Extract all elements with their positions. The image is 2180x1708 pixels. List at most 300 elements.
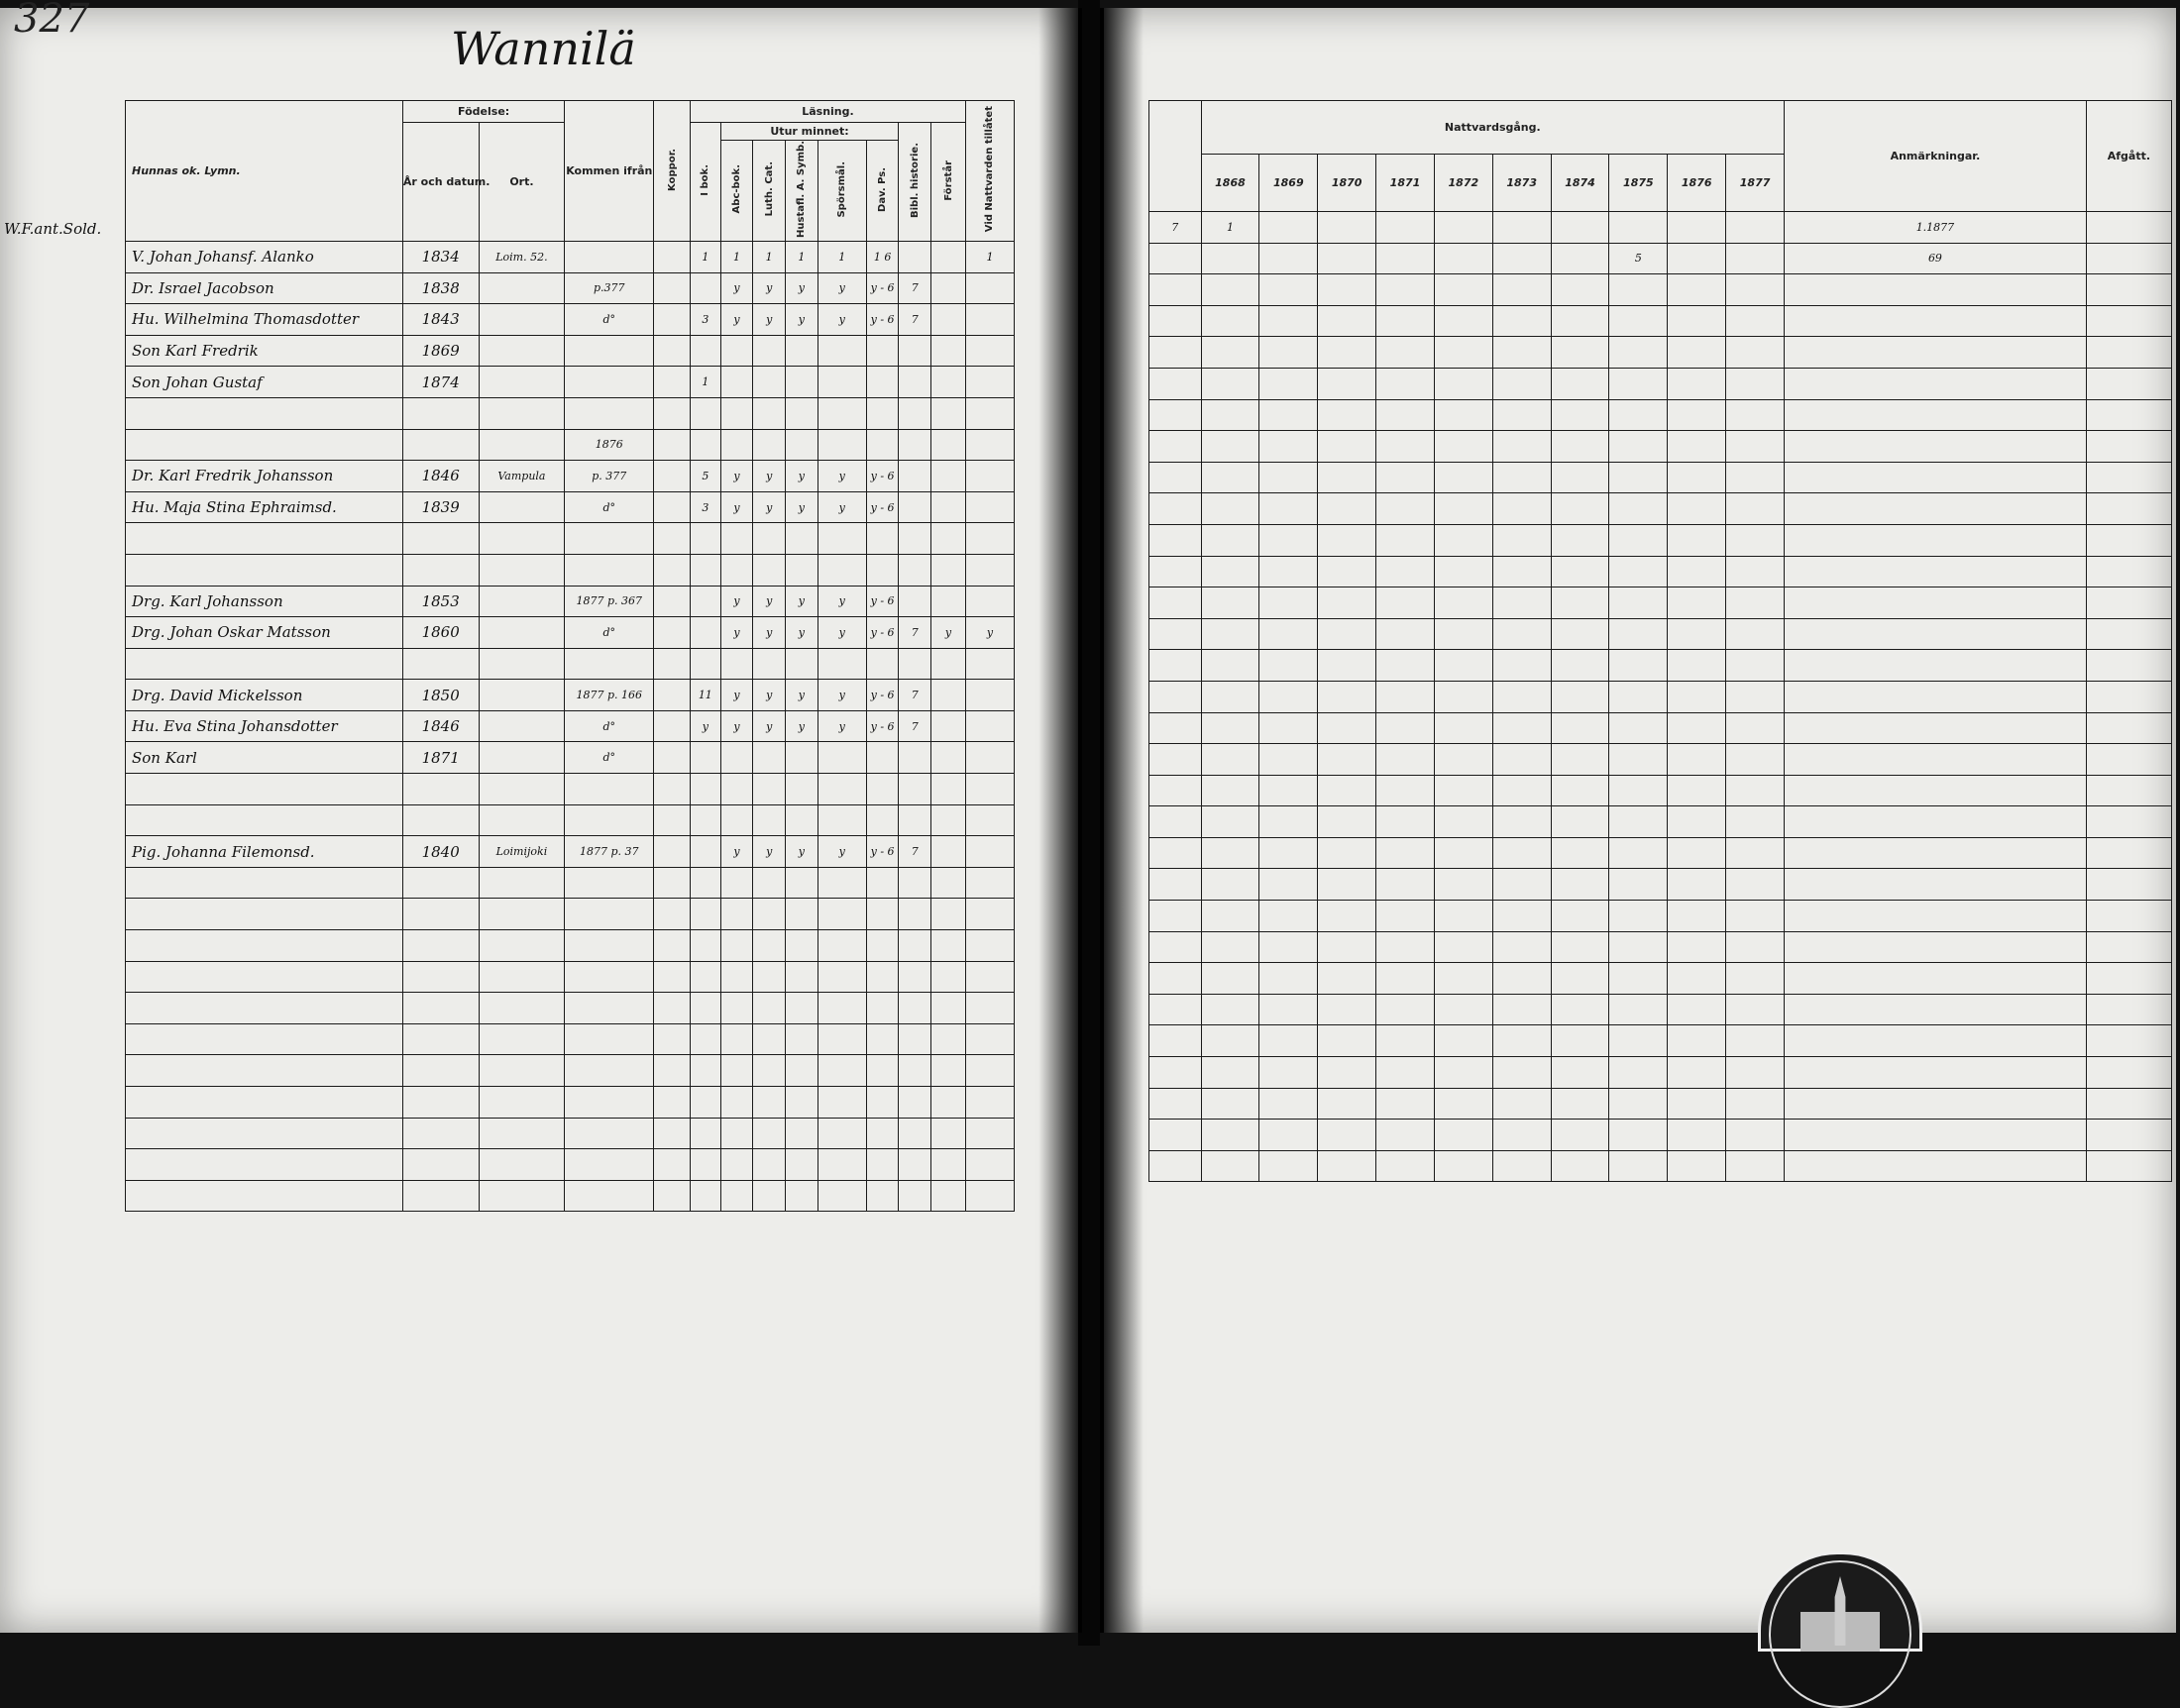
reading-mark	[654, 272, 691, 304]
communion-cell	[1492, 556, 1551, 587]
communion-cell	[1376, 963, 1435, 995]
communion-cell	[1434, 869, 1492, 901]
person-name	[126, 648, 403, 680]
communion-cell: 1	[1201, 212, 1259, 244]
communion-cell	[1376, 524, 1435, 556]
communion-cell	[1318, 931, 1376, 963]
table-row	[1149, 587, 2172, 619]
communion-cell	[1609, 462, 1668, 493]
reading-mark	[654, 804, 691, 836]
birth-year	[402, 554, 479, 586]
table-row	[126, 1149, 1015, 1181]
reading-mark	[899, 867, 931, 899]
table-row	[1149, 337, 2172, 369]
reading-mark	[965, 397, 1014, 429]
remarks-cell	[1785, 837, 2087, 869]
communion-cell	[1726, 712, 1785, 744]
communion-cell	[1434, 212, 1492, 244]
departed-cell	[2086, 837, 2171, 869]
remarks-cell	[1785, 1057, 2087, 1089]
communion-year-header: 1871	[1376, 155, 1435, 212]
reading-mark	[786, 1087, 818, 1119]
communion-cell	[1434, 1150, 1492, 1182]
communion-cell	[1318, 1057, 1376, 1089]
communion-cell	[1434, 431, 1492, 463]
reading-mark	[786, 1118, 818, 1149]
reading-mark	[786, 899, 818, 930]
communion-cell	[1259, 556, 1318, 587]
came-from	[565, 1023, 654, 1055]
village-name: Wannilä	[451, 22, 636, 75]
communion-cell	[1609, 618, 1668, 650]
communion-cell	[1492, 963, 1551, 995]
communion-cell	[1492, 775, 1551, 806]
birth-place	[479, 804, 565, 836]
communion-cell	[1376, 681, 1435, 712]
birth-place	[479, 491, 565, 523]
table-row	[1149, 1150, 2172, 1182]
communion-cell	[1609, 806, 1668, 838]
communion-cell	[1259, 431, 1318, 463]
reading-mark	[786, 1149, 818, 1181]
came-from	[565, 1118, 654, 1149]
communion-cell	[1668, 243, 1726, 274]
reading-mark	[654, 367, 691, 398]
remarks-cell	[1785, 524, 2087, 556]
reading-mark: 7	[899, 680, 931, 711]
birth-place	[479, 429, 565, 461]
reading-mark	[818, 1023, 866, 1055]
remarks-cell: 1.1877	[1785, 212, 2087, 244]
reading-mark: y	[720, 836, 753, 868]
communion-cell	[1551, 337, 1609, 369]
index-cell	[1149, 1088, 1202, 1120]
column-header-communion: Nattvardsgång.	[1201, 101, 1785, 155]
reading-mark: y	[818, 491, 866, 523]
reading-mark	[965, 1180, 1014, 1212]
birth-place	[479, 1118, 565, 1149]
person-name	[126, 1118, 403, 1149]
reading-mark: 7	[899, 617, 931, 649]
reading-mark	[691, 1087, 721, 1119]
person-name	[126, 429, 403, 461]
person-name: Hu. Maja Stina Ephraimsd.	[126, 491, 403, 523]
came-from: d°	[565, 742, 654, 774]
communion-cell	[1201, 901, 1259, 932]
person-name	[126, 930, 403, 962]
communion-cell	[1551, 1150, 1609, 1182]
reading-mark: y	[786, 680, 818, 711]
communion-cell	[1201, 524, 1259, 556]
reading-mark	[654, 617, 691, 649]
communion-cell	[1318, 243, 1376, 274]
reading-mark: y	[931, 617, 966, 649]
departed-cell	[2086, 243, 2171, 274]
reading-mark	[965, 774, 1014, 805]
communion-cell	[1668, 556, 1726, 587]
communion-cell	[1609, 1025, 1668, 1057]
reading-mark: 7	[899, 710, 931, 742]
communion-cell	[1376, 994, 1435, 1025]
reading-mark	[931, 1149, 966, 1181]
reading-mark	[899, 961, 931, 993]
reading-mark	[654, 710, 691, 742]
reading-mark: y	[753, 680, 786, 711]
reading-mark	[866, 930, 899, 962]
came-from	[565, 523, 654, 555]
index-cell	[1149, 963, 1202, 995]
reading-mark: 3	[691, 304, 721, 336]
reading-mark: y - 6	[866, 272, 899, 304]
birth-place	[479, 304, 565, 336]
table-row	[126, 461, 1015, 492]
reading-mark	[753, 804, 786, 836]
communion-cell	[1492, 462, 1551, 493]
communion-cell	[1668, 618, 1726, 650]
remarks-cell	[1785, 587, 2087, 619]
communion-cell	[1668, 1025, 1726, 1057]
communion-cell	[1434, 931, 1492, 963]
reading-mark	[931, 367, 966, 398]
reading-mark: y - 6	[866, 710, 899, 742]
reading-mark	[965, 367, 1014, 398]
communion-cell	[1259, 963, 1318, 995]
reading-mark: y	[753, 272, 786, 304]
index-cell	[1149, 806, 1202, 838]
reading-mark: y	[753, 710, 786, 742]
reading-mark	[753, 523, 786, 555]
reading-mark	[899, 1087, 931, 1119]
communion-cell	[1551, 493, 1609, 525]
reading-mark: y - 6	[866, 617, 899, 649]
index-cell	[1149, 931, 1202, 963]
reading-mark: y	[720, 617, 753, 649]
table-row	[1149, 1025, 2172, 1057]
communion-cell	[1434, 744, 1492, 776]
reading-mark: 11	[691, 680, 721, 711]
birth-year	[402, 867, 479, 899]
reading-mark	[720, 930, 753, 962]
reading-mark	[786, 961, 818, 993]
reading-mark	[691, 993, 721, 1024]
communion-cell	[1201, 806, 1259, 838]
column-header-vaccinated: Koppor.	[654, 101, 691, 242]
departed-cell	[2086, 274, 2171, 306]
communion-cell	[1551, 744, 1609, 776]
reading-mark: y - 6	[866, 491, 899, 523]
reading-mark	[965, 554, 1014, 586]
came-from	[565, 961, 654, 993]
communion-cell	[1434, 337, 1492, 369]
reading-mark	[720, 1118, 753, 1149]
departed-cell	[2086, 368, 2171, 399]
communion-cell	[1318, 1088, 1376, 1120]
communion-cell	[1376, 901, 1435, 932]
communion-cell	[1434, 274, 1492, 306]
departed-cell	[2086, 1088, 2171, 1120]
reading-mark	[965, 1087, 1014, 1119]
communion-cell	[1201, 587, 1259, 619]
remarks-cell	[1785, 399, 2087, 431]
communion-cell	[1434, 1057, 1492, 1089]
remarks-cell	[1785, 462, 2087, 493]
reading-mark	[720, 867, 753, 899]
birth-year: 1838	[402, 272, 479, 304]
birth-place	[479, 1180, 565, 1212]
column-header-communion-allowed: Vid Nattvarden tillåtet	[965, 101, 1014, 242]
communion-cell	[1551, 243, 1609, 274]
reading-mark	[654, 461, 691, 492]
reading-mark: y	[786, 461, 818, 492]
birth-year	[402, 429, 479, 461]
reading-mark	[866, 1149, 899, 1181]
person-name	[126, 523, 403, 555]
remarks-cell	[1785, 775, 2087, 806]
communion-cell	[1318, 869, 1376, 901]
communion-cell	[1434, 305, 1492, 337]
table-row	[126, 491, 1015, 523]
communion-cell	[1609, 493, 1668, 525]
communion-cell	[1609, 337, 1668, 369]
reading-mark	[866, 774, 899, 805]
reading-mark	[691, 648, 721, 680]
reading-mark	[965, 1149, 1014, 1181]
reading-mark	[866, 1055, 899, 1087]
index-cell	[1149, 869, 1202, 901]
reading-mark: y	[720, 710, 753, 742]
communion-cell	[1551, 1088, 1609, 1120]
communion-cell	[1318, 681, 1376, 712]
reading-mark: y	[786, 836, 818, 868]
departed-cell	[2086, 901, 2171, 932]
reading-mark	[720, 993, 753, 1024]
communion-cell	[1492, 1057, 1551, 1089]
birth-place	[479, 680, 565, 711]
remarks-cell	[1785, 1120, 2087, 1151]
reading-mark	[786, 429, 818, 461]
table-row	[1149, 994, 2172, 1025]
reading-mark	[931, 993, 966, 1024]
column-header-psalms: Dav. Ps.	[866, 141, 899, 242]
reading-mark	[931, 523, 966, 555]
communion-cell	[1376, 1057, 1435, 1089]
departed-cell	[2086, 931, 2171, 963]
column-header-household: Hunnas ok. Lymn.	[126, 101, 403, 242]
reading-mark: y - 6	[866, 304, 899, 336]
reading-mark	[965, 899, 1014, 930]
communion-cell	[1551, 587, 1609, 619]
departed-cell	[2086, 212, 2171, 244]
communion-cell	[1376, 431, 1435, 463]
reading-mark	[691, 1118, 721, 1149]
reading-mark	[931, 586, 966, 617]
communion-cell	[1376, 243, 1435, 274]
reading-mark	[818, 1055, 866, 1087]
reading-mark	[691, 774, 721, 805]
communion-cell	[1259, 650, 1318, 682]
reading-mark: y	[786, 272, 818, 304]
communion-cell	[1492, 1088, 1551, 1120]
communion-cell	[1492, 431, 1551, 463]
communion-cell	[1318, 368, 1376, 399]
communion-cell	[1318, 837, 1376, 869]
communion-cell	[1668, 431, 1726, 463]
reading-mark	[753, 1118, 786, 1149]
communion-cell	[1492, 1025, 1551, 1057]
index-cell	[1149, 274, 1202, 306]
communion-cell	[1492, 1120, 1551, 1151]
reading-mark	[720, 742, 753, 774]
reading-mark	[654, 648, 691, 680]
departed-cell	[2086, 493, 2171, 525]
reading-mark	[786, 930, 818, 962]
communion-cell	[1492, 650, 1551, 682]
reading-mark	[866, 961, 899, 993]
communion-register-table	[1148, 100, 2172, 1182]
departed-cell	[2086, 1150, 2171, 1182]
reading-mark	[899, 397, 931, 429]
communion-cell	[1726, 243, 1785, 274]
came-from: 1876	[565, 429, 654, 461]
right-page	[1100, 8, 2176, 1633]
table-row	[126, 335, 1015, 367]
reading-mark	[818, 335, 866, 367]
index-cell	[1149, 712, 1202, 744]
communion-cell	[1551, 1025, 1609, 1057]
departed-cell	[2086, 556, 2171, 587]
reading-mark	[931, 397, 966, 429]
communion-cell	[1434, 243, 1492, 274]
column-header-came-from: Kommen ifrån	[565, 101, 654, 242]
reading-mark	[866, 993, 899, 1024]
communion-cell	[1376, 399, 1435, 431]
communion-cell	[1668, 806, 1726, 838]
reading-mark	[899, 899, 931, 930]
communion-cell	[1726, 431, 1785, 463]
reading-mark: 1 6	[866, 241, 899, 272]
reading-mark	[691, 586, 721, 617]
communion-cell	[1609, 305, 1668, 337]
reading-mark	[720, 1180, 753, 1212]
reading-mark	[818, 1180, 866, 1212]
communion-cell	[1376, 493, 1435, 525]
reading-mark	[691, 867, 721, 899]
came-from: 1877 p. 166	[565, 680, 654, 711]
column-header-abc: Abc-bok.	[720, 141, 753, 242]
birth-place	[479, 586, 565, 617]
birth-year	[402, 804, 479, 836]
communion-cell	[1492, 524, 1551, 556]
index-cell	[1149, 587, 1202, 619]
reading-mark	[753, 1180, 786, 1212]
reading-mark: y	[818, 461, 866, 492]
reading-mark	[654, 304, 691, 336]
reading-mark	[691, 617, 721, 649]
birth-place	[479, 1055, 565, 1087]
birth-place	[479, 993, 565, 1024]
reading-mark: y	[786, 617, 818, 649]
communion-cell	[1259, 212, 1318, 244]
reading-mark: y	[753, 304, 786, 336]
reading-mark	[965, 1055, 1014, 1087]
reading-mark	[818, 429, 866, 461]
communion-cell	[1726, 681, 1785, 712]
birth-year	[402, 774, 479, 805]
came-from	[565, 367, 654, 398]
reading-mark: 7	[899, 304, 931, 336]
communion-cell	[1318, 618, 1376, 650]
communion-cell	[1259, 806, 1318, 838]
communion-cell	[1492, 681, 1551, 712]
communion-cell	[1551, 305, 1609, 337]
reading-mark	[818, 1087, 866, 1119]
communion-cell	[1259, 618, 1318, 650]
reading-mark	[931, 804, 966, 836]
communion-cell	[1551, 994, 1609, 1025]
birth-place	[479, 1149, 565, 1181]
reading-mark	[931, 554, 966, 586]
reading-mark: y - 6	[866, 586, 899, 617]
reading-mark	[931, 429, 966, 461]
departed-cell	[2086, 305, 2171, 337]
reading-mark	[931, 272, 966, 304]
reading-mark	[965, 586, 1014, 617]
communion-cell	[1318, 337, 1376, 369]
communion-cell	[1726, 305, 1785, 337]
birth-year: 1843	[402, 304, 479, 336]
reading-mark: y	[753, 617, 786, 649]
reading-mark: y	[786, 491, 818, 523]
reading-mark	[899, 993, 931, 1024]
person-name	[126, 1055, 403, 1087]
communion-cell	[1551, 806, 1609, 838]
communion-cell	[1376, 1150, 1435, 1182]
page-shadow	[1104, 8, 1144, 1633]
communion-cell	[1376, 1120, 1435, 1151]
communion-cell	[1434, 493, 1492, 525]
communion-cell	[1668, 775, 1726, 806]
communion-cell	[1668, 901, 1726, 932]
column-header-departed: Afgått.	[2086, 101, 2171, 212]
communion-cell	[1609, 744, 1668, 776]
birth-year	[402, 1087, 479, 1119]
birth-year: 1850	[402, 680, 479, 711]
birth-year	[402, 899, 479, 930]
table-row	[126, 648, 1015, 680]
table-row	[1149, 1057, 2172, 1089]
communion-cell	[1609, 587, 1668, 619]
reading-mark	[720, 429, 753, 461]
reading-mark	[786, 523, 818, 555]
communion-cell	[1668, 837, 1726, 869]
birth-year: 1834	[402, 241, 479, 272]
reading-mark	[818, 397, 866, 429]
communion-cell	[1726, 869, 1785, 901]
communion-cell	[1318, 744, 1376, 776]
index-cell	[1149, 556, 1202, 587]
reading-mark	[654, 1149, 691, 1181]
reading-mark	[691, 836, 721, 868]
birth-year: 1846	[402, 710, 479, 742]
reading-mark	[899, 335, 931, 367]
table-row	[126, 742, 1015, 774]
birth-place	[479, 961, 565, 993]
reading-mark	[691, 554, 721, 586]
reading-mark	[691, 523, 721, 555]
remarks-cell	[1785, 337, 2087, 369]
reading-mark	[818, 930, 866, 962]
birth-year	[402, 961, 479, 993]
